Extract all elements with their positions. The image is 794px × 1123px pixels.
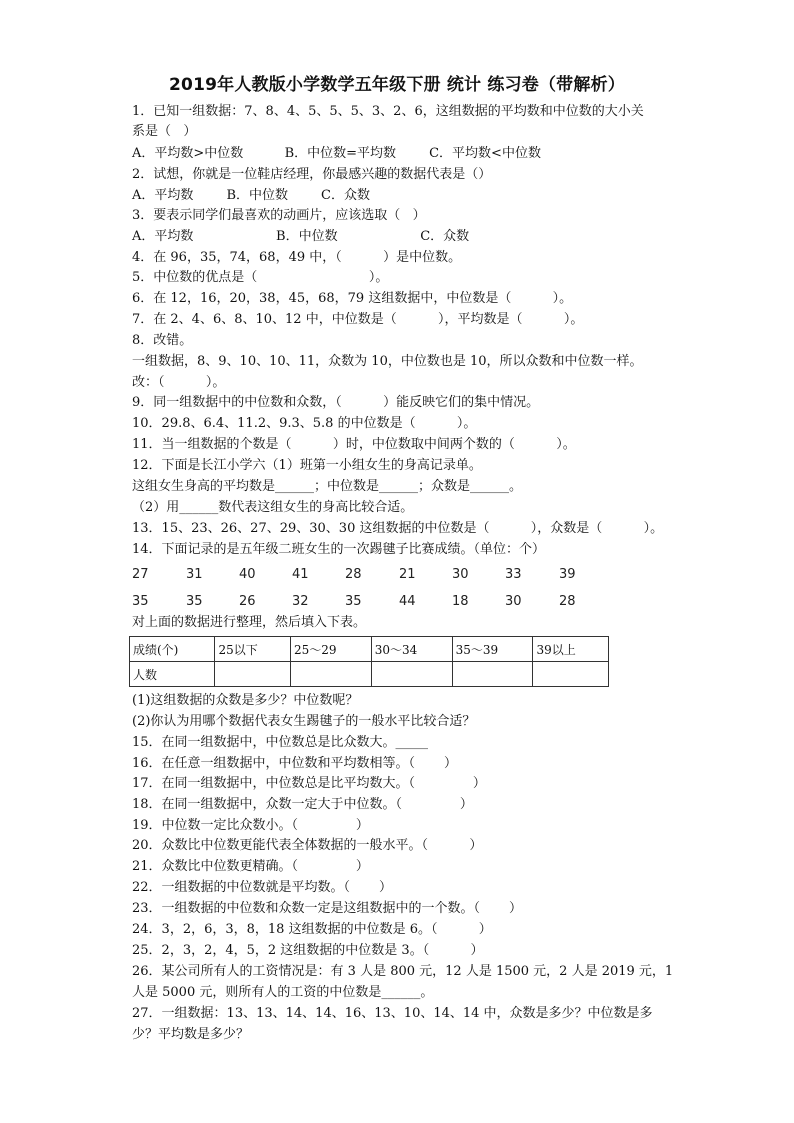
q25-text: 25．2，3，2，4，5，2 这组数据的中位数是 3。（ ）: [132, 943, 484, 958]
q19-text: 19．中位数一定比众数小。（ ）: [132, 818, 369, 833]
table-empty-cell[interactable]: [371, 662, 452, 687]
table-header-cell: 25以下: [215, 637, 291, 662]
q21-text: 21．众数比中位数更精确。（ ）: [132, 859, 369, 874]
q8-text: 8．改错。: [132, 333, 193, 348]
q15-text: 15．在同一组数据中，中位数总是比众数大。_____: [132, 735, 429, 750]
q16-text: 16．在任意一组数据中，中位数和平均数相等。（ ）: [132, 756, 457, 771]
score-r1-9: 39: [559, 567, 576, 582]
q8-correction: 改：（ ）。: [132, 375, 226, 390]
table-empty-cell[interactable]: [215, 662, 291, 687]
table-header-cell: 25～29: [290, 637, 371, 662]
table-header-cell: 成绩(个): [130, 637, 215, 662]
q14-instruction: 对上面的数据进行整理，然后填入下表。: [132, 615, 367, 630]
q26-line2: 人是 5000 元，则所有人的工资的中位数是______。: [132, 985, 434, 1000]
score-r1-7: 30: [452, 567, 469, 582]
q14-sub2: (2)你认为用哪个数据代表女生踢毽子的一般水平比较合适？: [132, 714, 476, 729]
q14-sub1: (1)这组数据的众数是多少？中位数呢？: [132, 693, 359, 708]
table-header-row: [130, 637, 609, 662]
q12-text: 12．下面是长江小学六（1）班第一小组女生的身高记录单。: [132, 458, 482, 473]
score-r2-5: 35: [345, 594, 362, 609]
q24-text: 24．3，2，6，3，8，18 这组数据的中位数是 6。（ ）: [132, 922, 492, 937]
q20-text: 20．众数比中位数更能代表全体数据的一般水平。（ ）: [132, 838, 483, 853]
q18-text: 18．在同一组数据中，众数一定大于中位数。（ ）: [132, 797, 473, 812]
page-title: 2019年人教版小学数学五年级下册 统计 练习卷（带解析）: [169, 75, 625, 95]
table-header-cell: 35～39: [452, 637, 533, 662]
table-empty-cell[interactable]: [533, 662, 609, 687]
score-r2-2: 35: [186, 594, 203, 609]
score-r1-5: 28: [345, 567, 362, 582]
table-header-cell: 30～34: [371, 637, 452, 662]
score-r2-4: 32: [292, 594, 309, 609]
q4-text: 4．在 96，35，74，68，49 中，（ ）是中位数。: [132, 250, 462, 265]
q1-line1: 1．已知一组数据：7、8、4、5、5、5、3、2、6，这组数据的平均数和中位数的大小关: [132, 104, 644, 119]
q26-line1: 26．某公司所有人的工资情况是：有 3 人是 800 元，12 人是 1500 元，2 人是 2019 元，1: [132, 964, 674, 979]
score-r1-4: 41: [292, 567, 309, 582]
q9-text: 9．同一组数据中的中位数和众数，（ ）能反映它们的集中情况。: [132, 395, 540, 410]
table-empty-cell[interactable]: [290, 662, 371, 687]
score-r2-3: 26: [239, 594, 256, 609]
q2-options: A．平均数 B．中位数 C．众数: [132, 188, 371, 203]
q12-part1: 这组女生身高的平均数是______；中位数是______；众数是______。: [132, 479, 523, 494]
q22-text: 22．一组数据的中位数就是平均数。（ ）: [132, 880, 392, 895]
score-r2-8: 30: [505, 594, 522, 609]
q6-text: 6．在 12，16，20，38，45，68，79 这组数据中，中位数是（ ）。: [132, 291, 573, 306]
q8-statement: 一组数据，8、9、10、10、11，众数为 10，中位数也是 10，所以众数和中位数一样。: [132, 354, 643, 369]
score-r2-1: 35: [132, 594, 149, 609]
score-r2-9: 28: [559, 594, 576, 609]
q27-line2: 少？平均数是多少？: [132, 1027, 250, 1042]
score-r1-1: 27: [132, 567, 149, 582]
q3-options: A．平均数 B．中位数 C．众数: [132, 229, 470, 244]
q1-options: A．平均数>中位数 B．中位数=平均数 C．平均数<中位数: [132, 146, 541, 161]
q7-text: 7．在 2、4、6、8、10、12 中，中位数是（ ），平均数是（ ）。: [132, 312, 584, 327]
table-header-cell: 39以上: [533, 637, 609, 662]
score-r1-8: 33: [505, 567, 522, 582]
q17-text: 17．在同一组数据中，中位数总是比平均数大。（ ）: [132, 776, 486, 791]
table-row: [130, 662, 609, 687]
q10-text: 10．29.8、6.4、11.2、9.3、5.8 的中位数是（ ）。: [132, 416, 477, 431]
score-r1-3: 40: [239, 567, 256, 582]
score-r1-6: 21: [399, 567, 416, 582]
q12-part2: （2）用______数代表这组女生的身高比较合适。: [132, 500, 414, 515]
q3-text: 3．要表示同学们最喜欢的动画片，应该选取（ ）: [132, 208, 426, 223]
q5-text: 5．中位数的优点是（ ）。: [132, 270, 389, 285]
q1-line2: 系是（ ）: [132, 124, 197, 139]
q13-text: 13．15、23、26、27、29、30、30 这组数据的中位数是（ ），众数是（ ）。: [132, 521, 664, 536]
q2-text: 2．试想，你就是一位鞋店经理，你最感兴趣的数据代表是（）: [132, 167, 492, 182]
q11-text: 11．当一组数据的个数是（ ）时，中位数取中间两个数的（ ）。: [132, 437, 576, 452]
score-table: [129, 636, 609, 687]
table-empty-cell[interactable]: [452, 662, 533, 687]
table-row-label: 人数: [130, 662, 215, 687]
q27-line1: 27．一组数据：13、13、14、14、16、13、10、14、14 中，众数是多少？中位数是多: [132, 1006, 653, 1021]
q14-text: 14．下面记录的是五年级二班女生的一次踢毽子比赛成绩。（单位：个）: [132, 542, 546, 557]
q23-text: 23．一组数据的中位数和众数一定是这组数据中的一个数。（ ）: [132, 901, 522, 916]
score-r2-6: 44: [399, 594, 416, 609]
score-r1-2: 31: [186, 567, 203, 582]
score-r2-7: 18: [452, 594, 469, 609]
